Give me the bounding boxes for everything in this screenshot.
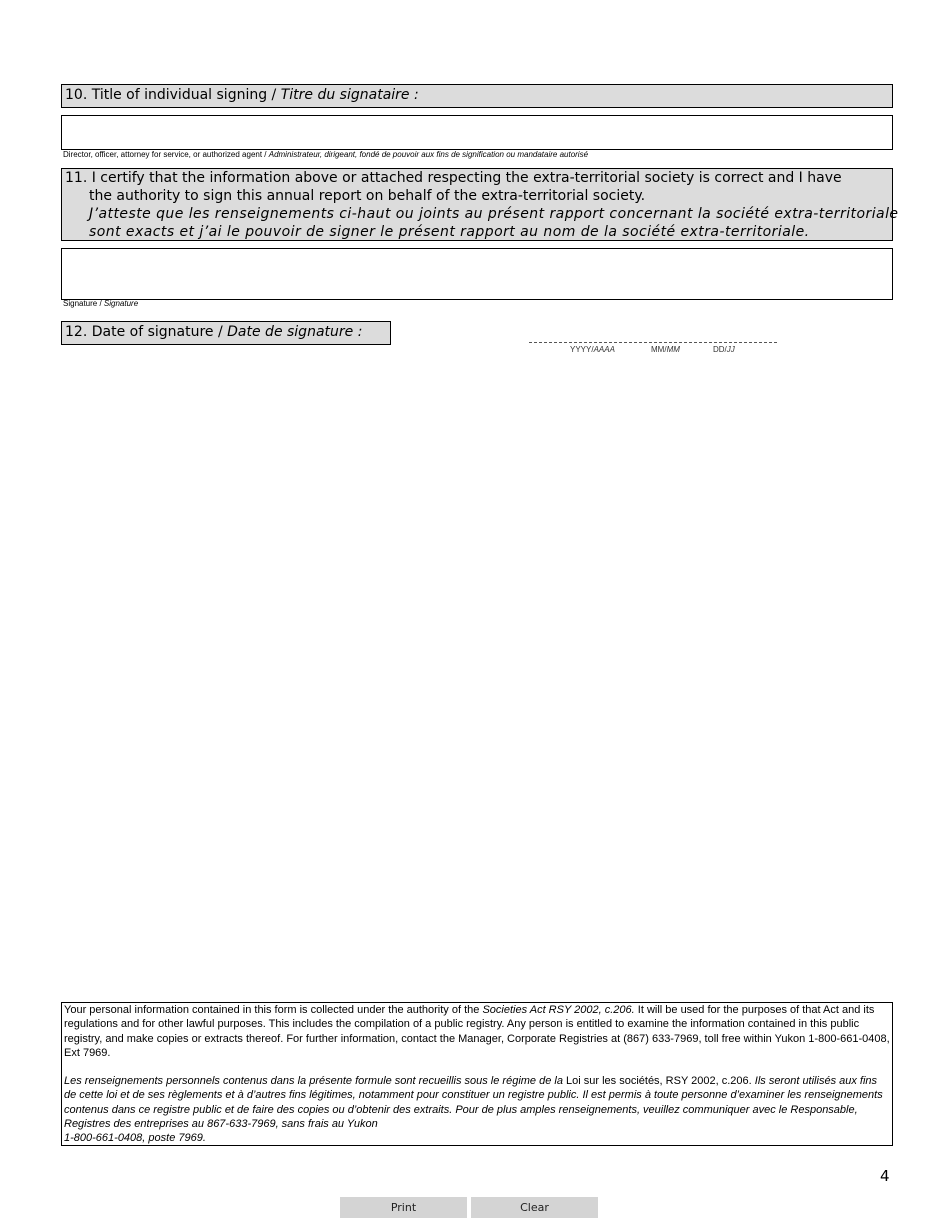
date-of-signature-label-fr: Date de signature :	[227, 324, 363, 340]
title-of-signer-caption	[63, 150, 588, 160]
signature-caption-fr: Signature	[103, 299, 139, 308]
privacy-en-text-1: Your personal information contained in this form is collected under the authority of the	[64, 1004, 483, 1016]
date-format-year	[570, 345, 615, 354]
page-number: 4	[880, 1167, 890, 1185]
date-of-signature-label-en: 12. Date of signature /	[65, 324, 228, 340]
privacy-fr-text-2: Ils seront utilisés aux fins de cette loi et de ses règlements et à d’autres fins légitimes, notamment pour constituer un registre public. Il est permis à toute personne d’examiner les renseignements contenus dans ce registre public et de faire des copies ou d’obtenir des extraits. Pour de plus amples renseignements, veuillez communiquer avec le Responsable, Registres des entreprises au 867-633-7969, sans frais au Yukon	[64, 1075, 883, 1131]
certification-line-3: J’atteste que les renseignements ci-haut ou joints au présent rapport concernant la société extra-territoriale	[89, 206, 899, 222]
date-format-month-en: MM/	[651, 345, 667, 354]
certification-line-1: 11. I certify that the information above or attached respecting the extra-territorial society is correct and I have	[65, 170, 842, 186]
date-format-month	[651, 345, 680, 354]
date-format-month-fr: MM	[666, 345, 680, 354]
date-format-year-fr: AAAA	[593, 345, 615, 354]
certification-statement	[61, 168, 899, 241]
title-of-signer-label-fr: Titre du signataire :	[280, 87, 419, 103]
certification-line-4: sont exacts et j’ai le pouvoir de signer le présent rapport au nom de la société extra-territoriale.	[89, 224, 810, 240]
certification-line-2: the authority to sign this annual report on behalf of the extra-territorial society.	[89, 188, 646, 204]
privacy-en-act: Societies Act RSY 2002, c.206.	[482, 1004, 635, 1016]
signature-field[interactable]	[61, 248, 893, 300]
date-of-signature-header	[61, 321, 391, 345]
signature-caption	[63, 299, 138, 309]
privacy-notice-en	[64, 1003, 890, 1060]
date-format-day	[713, 345, 735, 354]
print-button[interactable]: Print	[340, 1197, 467, 1218]
title-of-signer-caption-en: Director, officer, attorney for service, or authorized agent /	[63, 150, 269, 159]
signature-caption-en: Signature /	[63, 299, 104, 308]
privacy-fr-act: Loi sur les sociétés, RSY 2002, c.206.	[566, 1075, 752, 1088]
privacy-en-text-2: It will be used for the purposes of that Act and its regulations and for other lawful purposes. This includes the compilation of a public registry. Any person is entitled to examine the information contained in this public registry, and make copies or extracts thereof. For further information, contact the Manager, Corporate Registries at (867) 633-7969, toll free within Yukon 1-800-661-0408, Ext 7969.	[64, 1004, 890, 1059]
date-of-signature-input[interactable]	[529, 337, 777, 343]
date-format-day-en: DD/	[713, 345, 727, 354]
title-of-signer-caption-fr: Administrateur, dirigeant, fondé de pouvoir aux fins de signification ou mandataire autorisé	[268, 150, 589, 159]
privacy-fr-text-3: 1-800-661-0408, poste 7969.	[64, 1132, 206, 1145]
date-format-year-en: YYYY/	[570, 345, 594, 354]
privacy-notice-fr	[64, 1074, 890, 1145]
title-of-signer-header	[61, 84, 893, 108]
clear-button[interactable]: Clear	[471, 1197, 598, 1218]
title-of-signer-label-en: 10. Title of individual signing /	[65, 87, 281, 103]
privacy-notice	[61, 1002, 893, 1146]
date-format-day-fr: JJ	[726, 345, 735, 354]
privacy-fr-text-1: Les renseignements personnels contenus dans la présente formule sont recueillis sous le régime de la	[64, 1075, 567, 1088]
title-of-signer-input[interactable]	[61, 115, 893, 150]
